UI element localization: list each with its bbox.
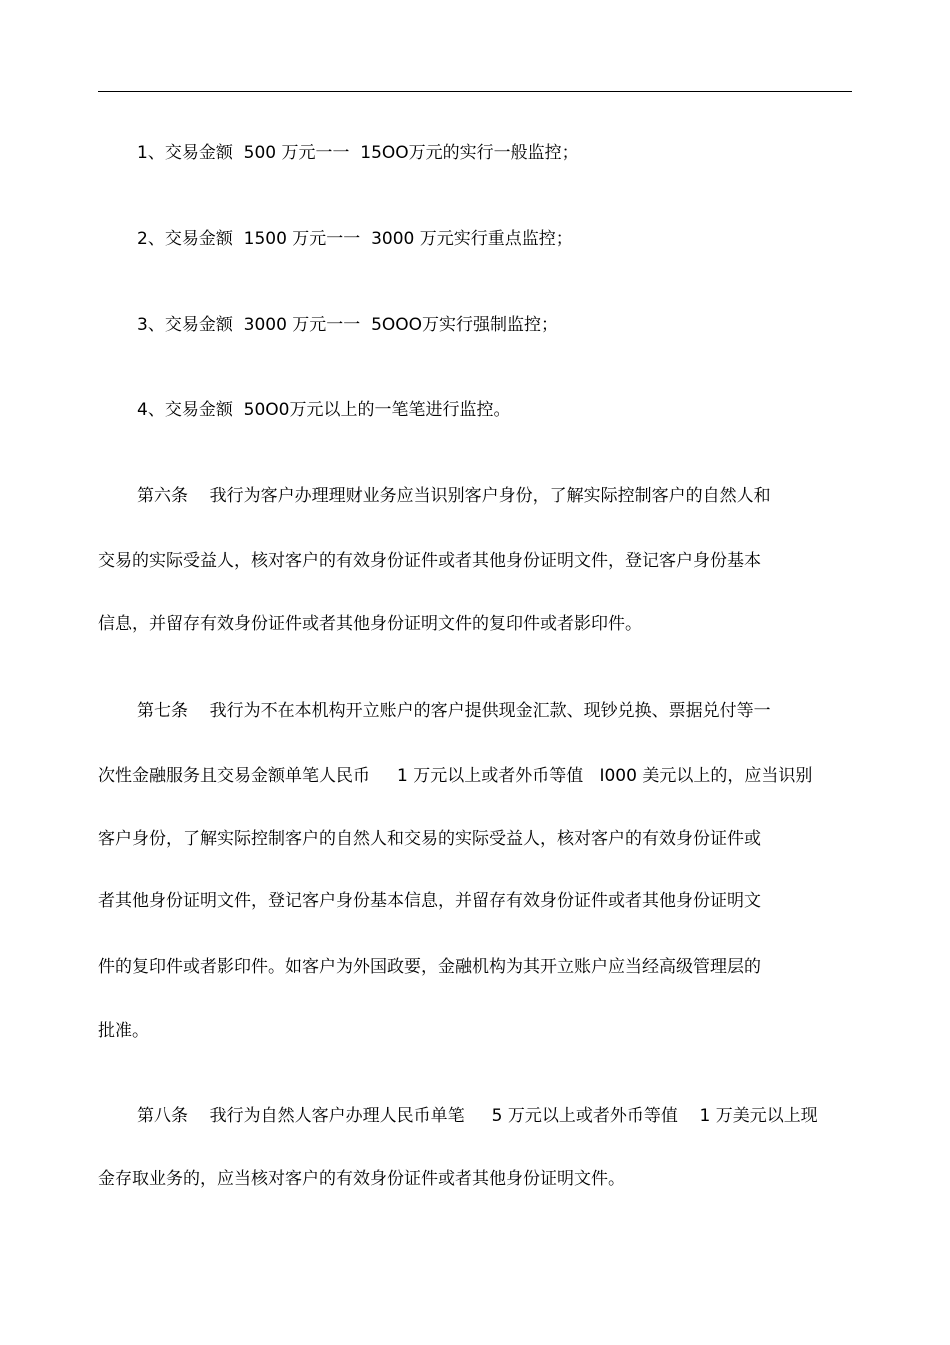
article-7-line-5: 件的复印件或者影印件。如客户为外国政要，金融机构为其开立账户应当经高级管理层的	[98, 957, 761, 977]
rule-item-2: 2、交易金额 1500 万元一一 3000 万元实行重点监控；	[137, 229, 573, 249]
article-8-line-1: 第八条 我行为自然人客户办理人民币单笔 5 万元以上或者外币等值 1 万美元以上现	[137, 1106, 818, 1126]
rule-item-1: 1、交易金额 500 万元一一 15OO万元的实行一般监控；	[137, 143, 579, 163]
article-8-line-2: 金存取业务的，应当核对客户的有效身份证件或者其他身份证明文件。	[98, 1169, 625, 1189]
article-7-line-6: 批准。	[98, 1021, 149, 1041]
header-rule	[98, 91, 852, 92]
article-7-line-3: 客户身份，了解实际控制客户的自然人和交易的实际受益人，核对客户的有效身份证件或	[98, 829, 761, 849]
article-7-line-2: 次性金融服务且交易金额单笔人民币 1 万元以上或者外币等值 I000 美元以上的，应当识别	[98, 766, 813, 786]
article-7-line-1: 第七条 我行为不在本机构开立账户的客户提供现金汇款、现钞兑换、票据兑付等一	[137, 701, 771, 721]
article-6-line-1: 第六条 我行为客户办理理财业务应当识别客户身份，了解实际控制客户的自然人和	[137, 486, 771, 506]
article-7-line-4: 者其他身份证明文件，登记客户身份基本信息，并留存有效身份证件或者其他身份证明文	[98, 891, 761, 911]
rule-item-4: 4、交易金额 50O0万元以上的一笔笔进行监控。	[137, 400, 511, 420]
article-6-line-3: 信息，并留存有效身份证件或者其他身份证明文件的复印件或者影印件。	[98, 614, 642, 634]
rule-item-3: 3、交易金额 3000 万元一一 5OOO万实行强制监控；	[137, 315, 559, 335]
article-6-line-2: 交易的实际受益人，核对客户的有效身份证件或者其他身份证明文件，登记客户身份基本	[98, 551, 761, 571]
